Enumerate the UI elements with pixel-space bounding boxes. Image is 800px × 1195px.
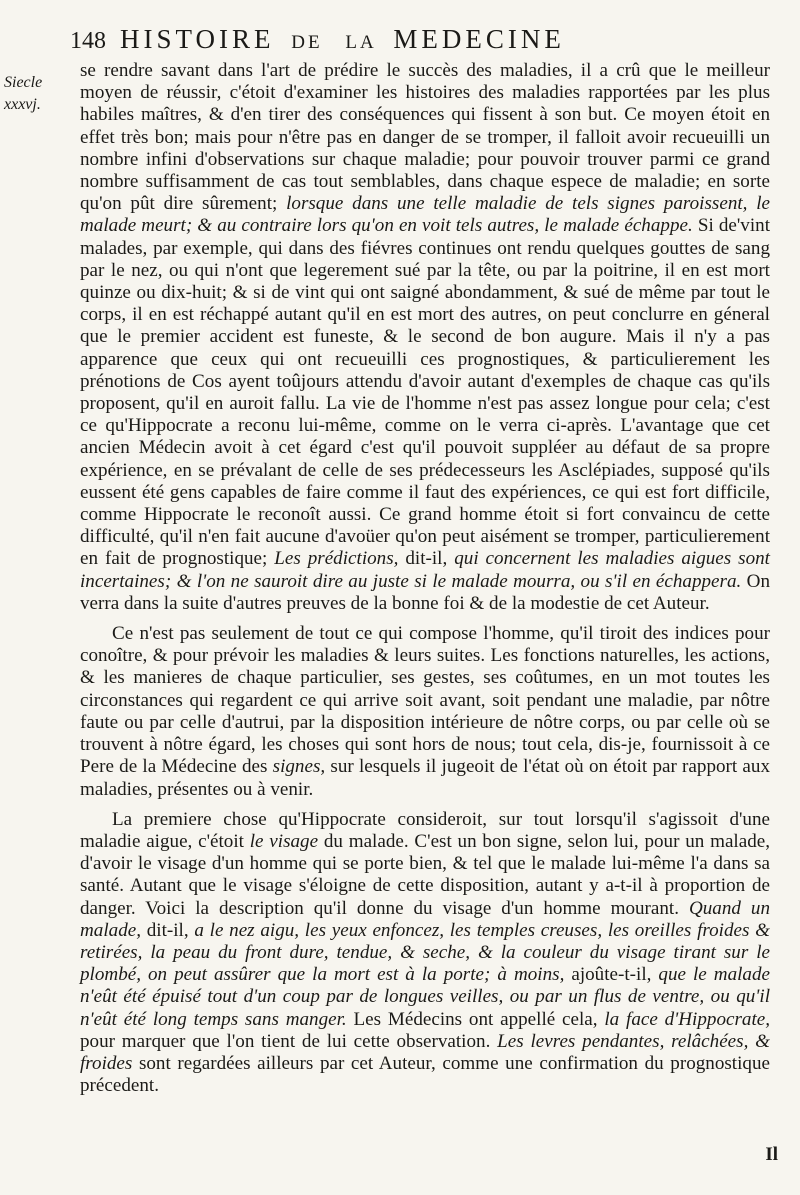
catchword: Il	[765, 1144, 778, 1165]
text-run: se rendre savant dans l'art de prédire le succès des maladies, il a crû que le meilleur moyen de réussir, c'étoit d'examiner les histoires des maladies rapportées par les plus habiles maîtres, & d'en tirer des conséquences qui fissent à son but. Ce moyen étoit en effet très bon; mais pour n'être pas en danger de se tromper, il falloit avoir recueuilli un nombre infini d'observations sur chaque maladie; pour pouvoir trouver parmi ce grand nombre suffisamment de cas tout semblables, dans chaque espece de maladie; en sorte qu'on pût dire sûrement;	[80, 60, 770, 215]
title-word-la: LA	[345, 32, 377, 53]
title-word-medecine: MEDECINE	[393, 24, 565, 54]
italic-quote: à moins,	[497, 964, 565, 986]
paragraph	[80, 809, 770, 1098]
italic-quote: le visage	[249, 830, 319, 852]
text-run: dit-il,	[140, 919, 195, 941]
text-run: sont regardées ailleurs par cet Auteur, comme une confirmation du prognostique précedent.	[80, 1052, 770, 1097]
italic-quote: a le nez aigu, les yeux enfoncez, les temples creuses, les oreilles froides & retirées, la peau du front dure, tendue, & seche, & la couleur du visage tirant sur le plombé, on peut assûrer que la mort est à la porte;	[80, 919, 770, 986]
text-run: ajoûte-t-il,	[564, 964, 659, 986]
running-title	[120, 24, 565, 55]
text-run: La premiere chose qu'Hippocrate consideroit, sur tout lorsqu'il s'agissoit d'une maladie aigue, c'étoit	[80, 808, 770, 852]
italic-quote: Les prédictions,	[274, 548, 399, 570]
page-number: 148	[70, 28, 106, 54]
marginal-note-line: Siecle	[4, 74, 43, 91]
italic-quote: que le malade n'eût été épuisé tout d'un coup par de longues veilles, ou par un flus de ventre, ou qu'il n'eût été long temps sans manger.	[80, 964, 770, 1030]
text-run: Si de'vint malades, par exemple, qui dans des fiévres continues ont rendu quelques gouttes de sang par le nez, ou qui n'ont que legerement sué par la tête, ou par la poitrine, il en est mort quinze ou dix-huit; & si de vint qui ont saigné abondamment, & sué de même par tout le corps, il en est réchappé autant qu'il en est mort des autres, on peut conclurre en géneral que le premier accident est funeste, & le second de bon augure. Mais il n'y a pas apparence que ceux qui ont recueuilli ces prognostiques, & particulierement les prénotions de Cos ayent toûjours attendu d'avoir autant d'exemples de chaque cas qu'ils proposent, qu'il en auroit fallu. La vie de l'homme n'est pas assez longue pour cela; c'est ce qu'Hippocrate a reconu lui-même, comme on le verra ci-après. L'avantage que cet ancien Médecin avoit à cet égard c'est qu'il pouvoit suppléer au défaut de sa propre expérience, en se prévalant de celle de ses prédecesseurs les Asclépiades, supposé qu'ils eussent été gens capables de faire comme il faut des expériences, ce qui est fort difficile, comme Hippocrate le reconoît aussi. Ce grand homme étoit si fort convaincu de cette difficulté, qu'il n'en fait aucune d'avoüer qu'on peut aisément se tromper, particulierement en fait de prognostique;	[80, 215, 770, 570]
italic-quote: qui concernent les maladies aigues sont incertaines; & l'on ne sauroit dire au juste si le malade mourra, ou s'il en échappera.	[80, 548, 770, 592]
text-run: sur lesquels il jugeoit de l'état où on étoit par rapport aux maladies, présentes ou à venir.	[80, 756, 770, 800]
text-run: dit-il,	[398, 548, 455, 570]
text-run: du malade. C'est un bon signe, selon lui, pour un malade, d'avoir le visage d'un homme qui se porte bien, & tel que le malade lui-même l'a dans sa santé. Autant que le visage s'éloigne de cette disposition, autant y a-t-il à proportion de danger. Voici la description qu'il donne du visage d'un homme mourant.	[80, 830, 770, 919]
title-word-histoire: HISTOIRE	[120, 24, 275, 54]
text-run: Ce n'est pas seulement de tout ce qui compose l'homme, qu'il tiroit des indices pour conoître, & pour prévoir les maladies & leurs suites. Les fonctions naturelles, les actions, & les manieres de chaque particulier, ses gestes, ses coûtumes, en un mot toutes les circonstances qui regardent ce qui arrive soit avant, soit pendant une maladie, par nôtre faute ou par celle d'autrui, par la disposition intérieure de nôtre corps, ou par celle où se trouvent à nôtre égard, les choses qui sont hors de nous; tout cela, dis-je, fournissoit à ce Pere de la Médecine des	[80, 623, 770, 778]
paragraph	[80, 60, 770, 615]
italic-quote: Les levres pendantes, relâchées, & froides	[80, 1030, 770, 1074]
italic-quote: lorsque dans une telle maladie de tels signes paroissent, le malade meurt; & au contraire lors qu'on en voit tels autres, le malade échappe.	[80, 193, 770, 237]
body-text	[80, 60, 770, 1097]
text-run: Les Médecins ont appellé cela,	[346, 1008, 605, 1030]
text-run: pour marquer que l'on tient de lui cette observation.	[80, 1030, 498, 1052]
title-word-de: DE	[291, 32, 323, 53]
italic-quote: Quand un malade,	[80, 897, 771, 941]
italic-quote: la face d'Hippocrate,	[604, 1008, 770, 1030]
paragraph	[80, 623, 770, 801]
marginal-note	[4, 72, 66, 116]
page-header	[70, 24, 770, 64]
marginal-note-line: xxxvj.	[4, 96, 41, 113]
italic-quote: signes,	[272, 756, 326, 778]
text-run: On verra dans la suite d'autres preuves de la bonne foi & de la modestie de cet Auteur.	[80, 570, 770, 614]
